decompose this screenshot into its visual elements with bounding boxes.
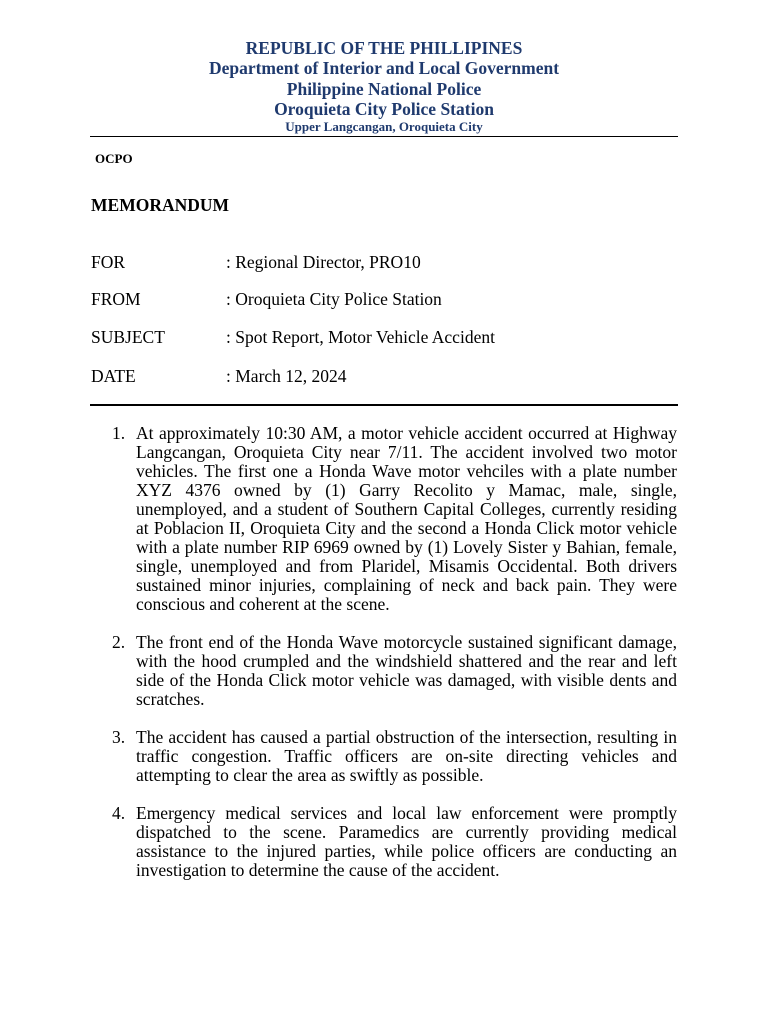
memo-field-date	[91, 365, 681, 387]
fields-divider	[90, 404, 678, 406]
report-paragraph	[90, 804, 677, 880]
header-divider	[90, 136, 678, 137]
field-value-for: : Regional Director, PRO10	[226, 252, 421, 272]
field-label-from: FROM	[91, 289, 141, 309]
letterhead-station: Oroquieta City Police Station	[274, 98, 494, 119]
memo-field-for	[91, 251, 681, 273]
paragraph-number: 1.	[112, 423, 126, 443]
paragraph-text: The front end of the Honda Wave motorcycle sustained significant damage, with the hood crumpled and the windshield shattered and the rear and left side of the Honda Click motor vehicle was damaged, with visible dents and scratches.	[136, 632, 677, 709]
office-code: OCPO	[95, 151, 133, 166]
letterhead-agency: Philippine National Police	[286, 78, 482, 99]
paragraph-number: 3.	[112, 727, 126, 747]
field-label-date: DATE	[91, 366, 136, 386]
report-paragraph	[90, 424, 677, 614]
paragraph-number: 2.	[112, 632, 126, 652]
report-paragraph	[90, 728, 677, 785]
letterhead-republic: REPUBLIC OF THE PHILLIPINES	[245, 38, 523, 58]
field-value-from: : Oroquieta City Police Station	[226, 289, 442, 309]
report-paragraphs	[90, 424, 677, 899]
field-value-subject: : Spot Report, Motor Vehicle Accident	[226, 327, 495, 347]
field-label-subject: SUBJECT	[91, 327, 165, 347]
paragraph-text: Emergency medical services and local law enforcement were promptly dispatched to the scene. Paramedics are currently providing medical assistance to the injured parties, while police officers are conducting an investigation to determine the cause of the accident.	[136, 803, 677, 880]
memo-title: MEMORANDUM	[91, 195, 230, 215]
report-paragraph	[90, 633, 677, 709]
letterhead-department: Department of Interior and Local Government	[208, 58, 560, 79]
letterhead	[0, 38, 768, 134]
memo-field-from	[91, 288, 681, 310]
field-value-date: : March 12, 2024	[226, 366, 347, 386]
paragraph-number: 4.	[112, 803, 126, 823]
field-label-for: FOR	[91, 252, 126, 272]
paragraph-text: At approximately 10:30 AM, a motor vehicle accident occurred at Highway Langcangan, Oroquieta City near 7/11. The accident involved two motor vehicles. The first one a Honda Wave motor vehciles with a plate number XYZ 4376 owned by (1) Garry Recolito y Mamac, male, single, unemployed, and a student of Southern Capital Colleges, currently residing at Poblacion II, Oroquieta City and the second a Honda Click motor vehicle with a plate number RIP 6969 owned by (1) Lovely Sister y Bahian, female, single, unemployed and from Plaridel, Misamis Occidental. Both drivers sustained minor injuries, complaining of neck and back pain. They were conscious and coherent at the scene.	[136, 423, 677, 614]
letterhead-address: Upper Langcangan, Oroquieta City	[285, 119, 483, 135]
paragraph-text: The accident has caused a partial obstruction of the intersection, resulting in traffic congestion. Traffic officers are on-site directing vehicles and attempting to clear the area as swiftly as possible.	[136, 727, 677, 785]
memo-field-subject	[91, 326, 681, 348]
